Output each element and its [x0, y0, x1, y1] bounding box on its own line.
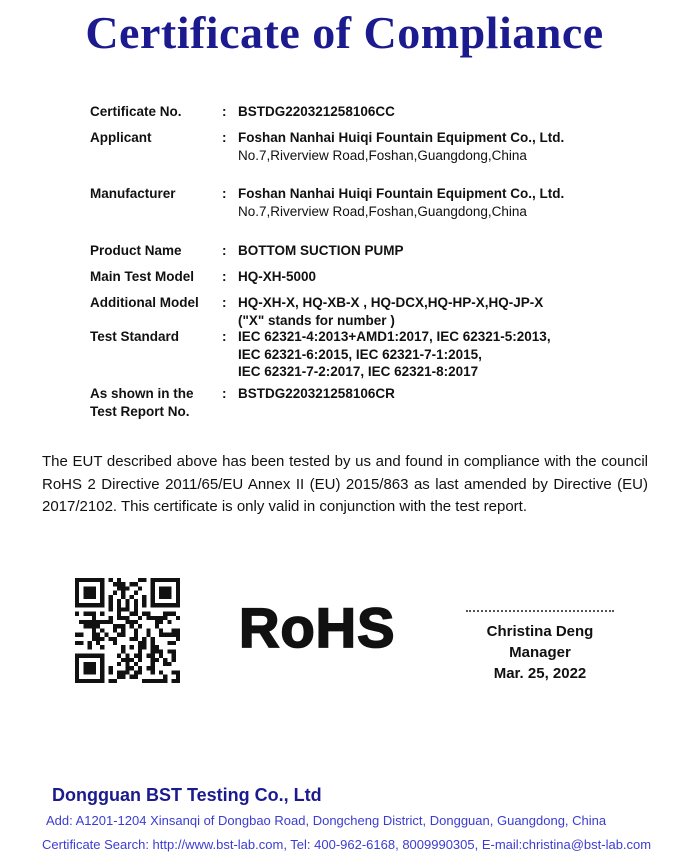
additional-model-value: HQ-XH-X, HQ-XB-X , HQ-DCX,HQ-HP-X,HQ-JP-X	[238, 295, 544, 310]
field-label: Certificate No.	[90, 104, 182, 119]
field-row-applicant	[90, 129, 653, 164]
field-row-manufacturer	[90, 185, 653, 220]
signature-date: Mar. 25, 2022	[493, 665, 587, 682]
signature-block	[452, 610, 628, 684]
qr-code	[75, 578, 180, 683]
field-label: Applicant	[90, 130, 152, 145]
field-label: Test Standard	[90, 329, 180, 344]
field-label: Product Name	[90, 243, 182, 258]
signer-name: Christina Deng	[486, 623, 594, 640]
test-standard-line: IEC 62321-4:2013+AMD1:2017, IEC 62321-5:2013,	[238, 329, 551, 344]
product-name-value: BOTTOM SUCTION PUMP	[238, 243, 404, 258]
page-title: Certificate of Compliance	[85, 7, 604, 58]
field-row-certificate-no	[90, 103, 653, 121]
field-colon: :	[222, 269, 227, 284]
field-row-test-standard	[90, 328, 653, 381]
test-standard-line: IEC 62321-6:2015, IEC 62321-7-1:2015,	[238, 346, 482, 362]
manufacturer-address: No.7,Riverview Road,Foshan,Guangdong,China	[238, 203, 527, 219]
rohs-logo: RoHS	[239, 596, 396, 659]
footer-company-name: Dongguan BST Testing Co., Ltd	[52, 785, 322, 805]
applicant-name: Foshan Nanhai Huiqi Fountain Equipment Co., Ltd.	[238, 130, 565, 145]
certificate-number-value: BSTDG220321258106CC	[238, 104, 395, 119]
field-colon: :	[222, 186, 227, 201]
signer-title: Manager	[509, 644, 571, 661]
footer-address: Add: A1201-1204 Xinsanqi of Dongbao Road, Dongcheng District, Dongguan, Guangdong, China	[46, 813, 607, 828]
field-row-product-name	[90, 242, 653, 260]
main-test-model-value: HQ-XH-5000	[238, 269, 317, 284]
field-label: Main Test Model	[90, 269, 195, 284]
field-colon: :	[222, 130, 227, 145]
test-report-number-value: BSTDG220321258106CR	[238, 386, 395, 401]
field-row-main-test-model	[90, 268, 653, 286]
field-row-additional-model	[90, 294, 653, 329]
footer-search-contact: Certificate Search: http://www.bst-lab.com, Tel: 400-962-6168, 8009990305, E-mail:christina@bst-lab.com	[42, 837, 652, 852]
field-colon: :	[222, 386, 227, 401]
field-row-test-report-no	[90, 385, 653, 420]
signature-dotted-line	[466, 610, 614, 612]
field-label: Manufacturer	[90, 186, 176, 201]
applicant-address: No.7,Riverview Road,Foshan,Guangdong,China	[238, 147, 527, 163]
field-colon: :	[222, 295, 227, 310]
additional-model-note: ("X" stands for number )	[238, 312, 395, 328]
field-label: Additional Model	[90, 295, 199, 310]
field-colon: :	[222, 104, 227, 119]
field-colon: :	[222, 243, 227, 258]
test-standard-line: IEC 62321-7-2:2017, IEC 62321-8:2017	[238, 364, 479, 379]
manufacturer-name: Foshan Nanhai Huiqi Fountain Equipment Co., Ltd.	[238, 186, 565, 201]
compliance-statement: The EUT described above has been tested by us and found in compliance with the council RoHS 2 Directive 2011/65/EU Annex II (EU) 2015/863 as last amended by Directive (EU) 2017/2102. This certificate is only valid in conjunction with the test report.	[42, 453, 648, 515]
field-colon: :	[222, 329, 227, 344]
field-label: As shown in the Test Report No.	[90, 386, 194, 419]
